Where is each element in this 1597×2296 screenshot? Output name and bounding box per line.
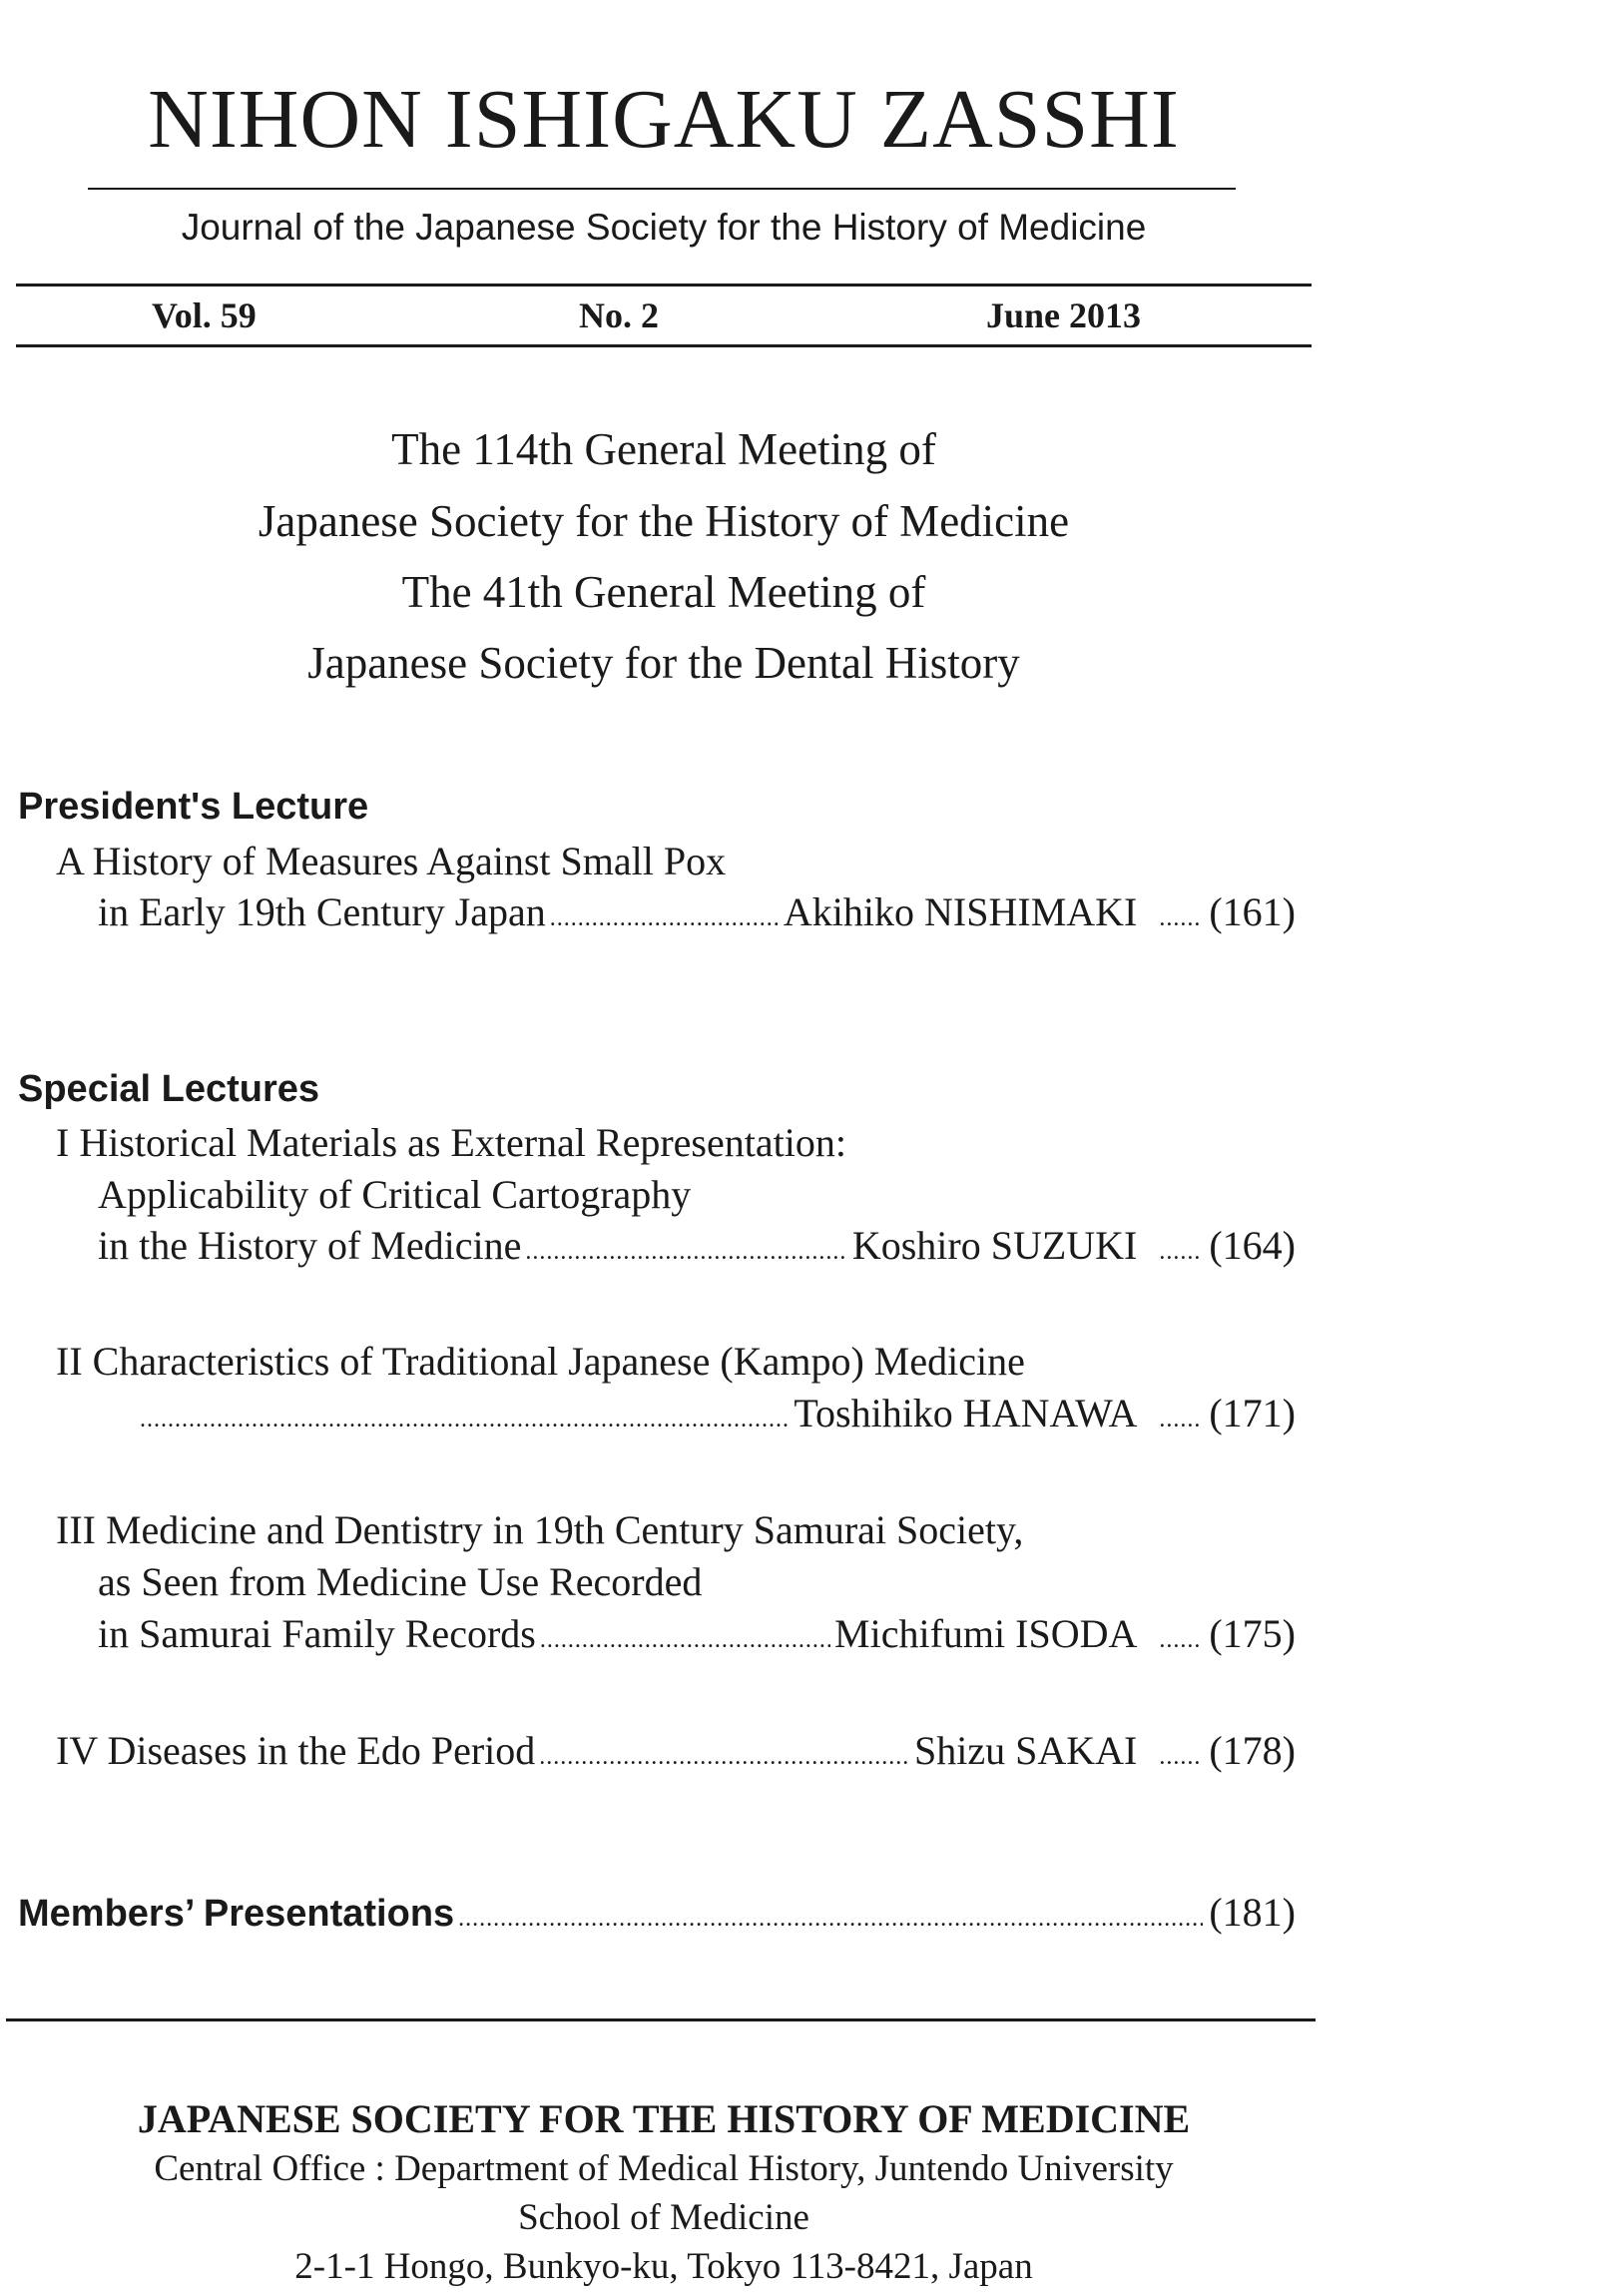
toc-entry-title: II Characteristics of Traditional Japanese (Kampo) Medicine: [56, 1339, 1025, 1384]
toc-entry-special-lecture-3: [98, 1608, 1296, 1666]
toc-author: Michifumi ISODA: [834, 1611, 1138, 1656]
dot-leader: [540, 1614, 830, 1666]
dot-leader: [550, 892, 780, 944]
toc-entry-title: in Early 19th Century Japan: [98, 889, 546, 934]
toc-author: Toshihiko HANAWA: [794, 1391, 1138, 1435]
journal-title: NIHON ISHIGAKU ZASSHI: [148, 73, 1180, 166]
toc-entry-special-lecture-1: [98, 1220, 1296, 1278]
dot-leader: [1159, 892, 1201, 944]
dot-leader: [525, 1226, 847, 1278]
members-presentations-heading: Members’ Presentations: [18, 1893, 455, 1935]
address-line: 2-1-1 Hongo, Bunkyo-ku, Tokyo 113-8421, Japan: [294, 2246, 1033, 2287]
issue-date: June 2013: [986, 295, 1142, 335]
dot-leader: [458, 1893, 1203, 1945]
presidents-lecture-heading: President's Lecture: [18, 786, 369, 828]
toc-page-number: (175): [1209, 1611, 1296, 1656]
dot-leader: [140, 1394, 790, 1445]
dot-leader: [1159, 1614, 1201, 1666]
dot-leader: [1159, 1226, 1201, 1278]
issue-number: No. 2: [579, 295, 659, 335]
toc-entry-title: Applicability of Critical Cartography: [98, 1172, 692, 1217]
toc-entry-special-lecture-2: [136, 1388, 1296, 1445]
toc-author: Koshiro SUZUKI: [851, 1223, 1138, 1268]
toc-entry-presidents-lecture: [98, 886, 1296, 944]
volume-bar-bottom-rule: [16, 344, 1312, 347]
special-lectures-heading: Special Lectures: [18, 1068, 320, 1110]
volume-bar-top-rule: [16, 284, 1312, 287]
toc-entry-title: as Seen from Medicine Use Recorded: [98, 1559, 703, 1604]
toc-entry-members-presentations: [18, 1887, 1296, 1945]
toc-author: Shizu SAKAI: [914, 1728, 1138, 1773]
toc-page-number: (171): [1209, 1391, 1296, 1435]
dot-leader: [1159, 1731, 1201, 1783]
toc-page-number: (164): [1209, 1223, 1296, 1268]
dot-leader: [539, 1731, 910, 1783]
meeting-line: Japanese Society for the History of Medicine: [258, 496, 1070, 546]
meeting-line: The 41th General Meeting of: [401, 567, 926, 617]
toc-entry-title: in the History of Medicine: [98, 1223, 522, 1268]
toc-page-number: (161): [1209, 889, 1296, 934]
volume-label: Vol. 59: [152, 295, 257, 335]
toc-page-number: (178): [1209, 1728, 1296, 1773]
toc-entry-title: III Medicine and Dentistry in 19th Century Samurai Society,: [56, 1507, 1024, 1552]
footer-divider: [6, 2018, 1316, 2021]
toc-entry-title: IV Diseases in the Edo Period: [56, 1728, 536, 1773]
address-line: School of Medicine: [518, 2197, 809, 2238]
toc-page-number: (181): [1209, 1890, 1296, 1935]
address-line: Central Office : Department of Medical History, Juntendo University: [154, 2148, 1174, 2189]
toc-entry-title: I Historical Materials as External Representation:: [56, 1120, 846, 1165]
title-divider: [88, 188, 1236, 190]
meeting-line: Japanese Society for the Dental History: [307, 638, 1020, 688]
society-name: JAPANESE SOCIETY FOR THE HISTORY OF MEDICINE: [137, 2096, 1191, 2141]
journal-subtitle: Journal of the Japanese Society for the History of Medicine: [181, 207, 1147, 248]
toc-entry-special-lecture-4: [56, 1725, 1296, 1783]
dot-leader: [1159, 1394, 1201, 1445]
meeting-line: The 114th General Meeting of: [391, 424, 936, 474]
toc-entry-title: in Samurai Family Records: [98, 1611, 536, 1656]
toc-entry-title: A History of Measures Against Small Pox: [56, 839, 727, 883]
toc-author: Akihiko NISHIMAKI: [783, 889, 1138, 934]
